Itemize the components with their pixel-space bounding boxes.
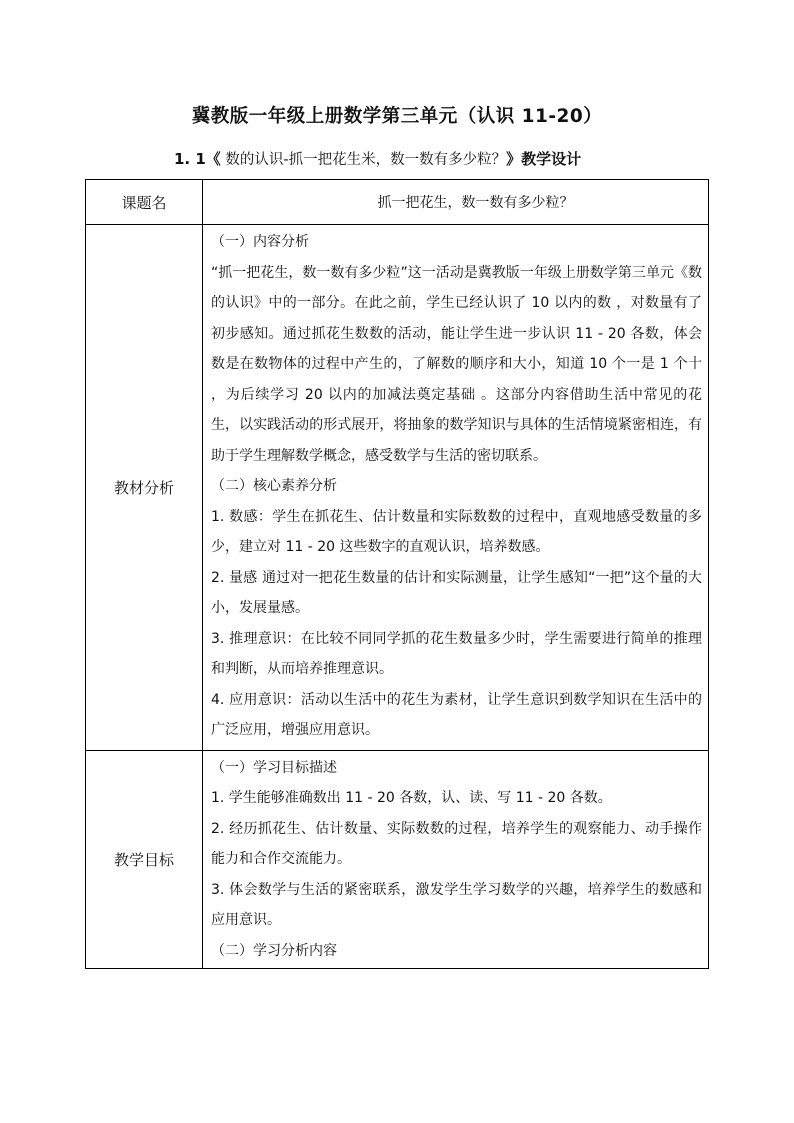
subtitle-lesson-name: 数的认识-抓一把花生米，数一数有多少粒？ [220, 152, 507, 168]
goals-section-heading-1: （一）学习目标描述 [211, 759, 337, 776]
goals-item-3: 3. 体会数学与生活的紧密联系，激发学生学习数学的兴趣，培养学生的数感和应用意识。 [211, 881, 702, 928]
goals-content [203, 750, 709, 969]
subtitle-prefix: 1. 1《 [174, 150, 221, 168]
material-paragraph: “抓一把花生，数一数有多少粒”这一活动是冀教版一年级上册数学第三单元《数的认识》中的一部分。在此之前，学生已经认识了 10 以内的数 ，对数量有了初步感知。通过抓花生数数的活动，能让学生进一步认识 11 - 20 各数，体会数是在数物体的过程中产生的，了解数的顺序和大小，知道 10 个一是 1 个十 ，为后续学习 20 以内的加减法奠定基础 。这部分内容借助生活中常见的花生，以实践活动的形式展开，将抽象的数学知识与具体的生活情境紧密相连，有助于学生理解数学概念，感受数学与生活的密切联系。 [211, 264, 702, 464]
subtitle-suffix: 》教学设计 [506, 150, 582, 168]
topic-value: 抓一把花生，数一数有多少粒？ [203, 180, 709, 225]
material-content [203, 225, 709, 751]
topic-label: 课题名 [86, 180, 203, 225]
lesson-plan-table [85, 179, 709, 969]
goals-item-1: 1. 学生能够准确数出 11 - 20 各数，认、读、写 11 - 20 各数。 [211, 790, 612, 806]
material-section-heading-1: （一）内容分析 [211, 234, 309, 250]
material-item-1: 1. 数感：学生在抓花生、估计数量和实际数数的过程中，直观地感受数量的多少，建立对 11 - 20 这些数字的直观认识，培养数感。 [211, 508, 702, 555]
goals-label: 教学目标 [86, 750, 203, 969]
material-item-3: 3. 推理意识：在比较不同同学抓的花生数量多少时，学生需要进行简单的推理和判断，从而培养推理意识。 [211, 630, 702, 677]
material-item-2: 2. 量感 通过对一把花生数量的估计和实际测量，让学生感知“一把”这个量的大小，发展量感。 [211, 569, 702, 616]
table-row-material [86, 225, 709, 751]
material-section-heading-2: （二）核心素养分析 [211, 478, 337, 494]
table-row-topic [86, 180, 709, 225]
table-row-goals [86, 750, 709, 969]
document-subtitle [174, 147, 581, 172]
material-item-4: 4. 应用意识：活动以生活中的花生为素材，让学生意识到数学知识在生活中的广泛应用，增强应用意识。 [211, 691, 702, 738]
goals-section-heading-2: （二）学习分析内容 [211, 942, 337, 959]
material-label: 教材分析 [86, 225, 203, 751]
goals-item-2: 2. 经历抓花生、估计数量、实际数数的过程，培养学生的观察能力、动手操作能力和合作交流能力。 [211, 820, 702, 867]
document-title: 冀教版一年级上册数学第三单元（认识 11-20） [191, 106, 603, 127]
